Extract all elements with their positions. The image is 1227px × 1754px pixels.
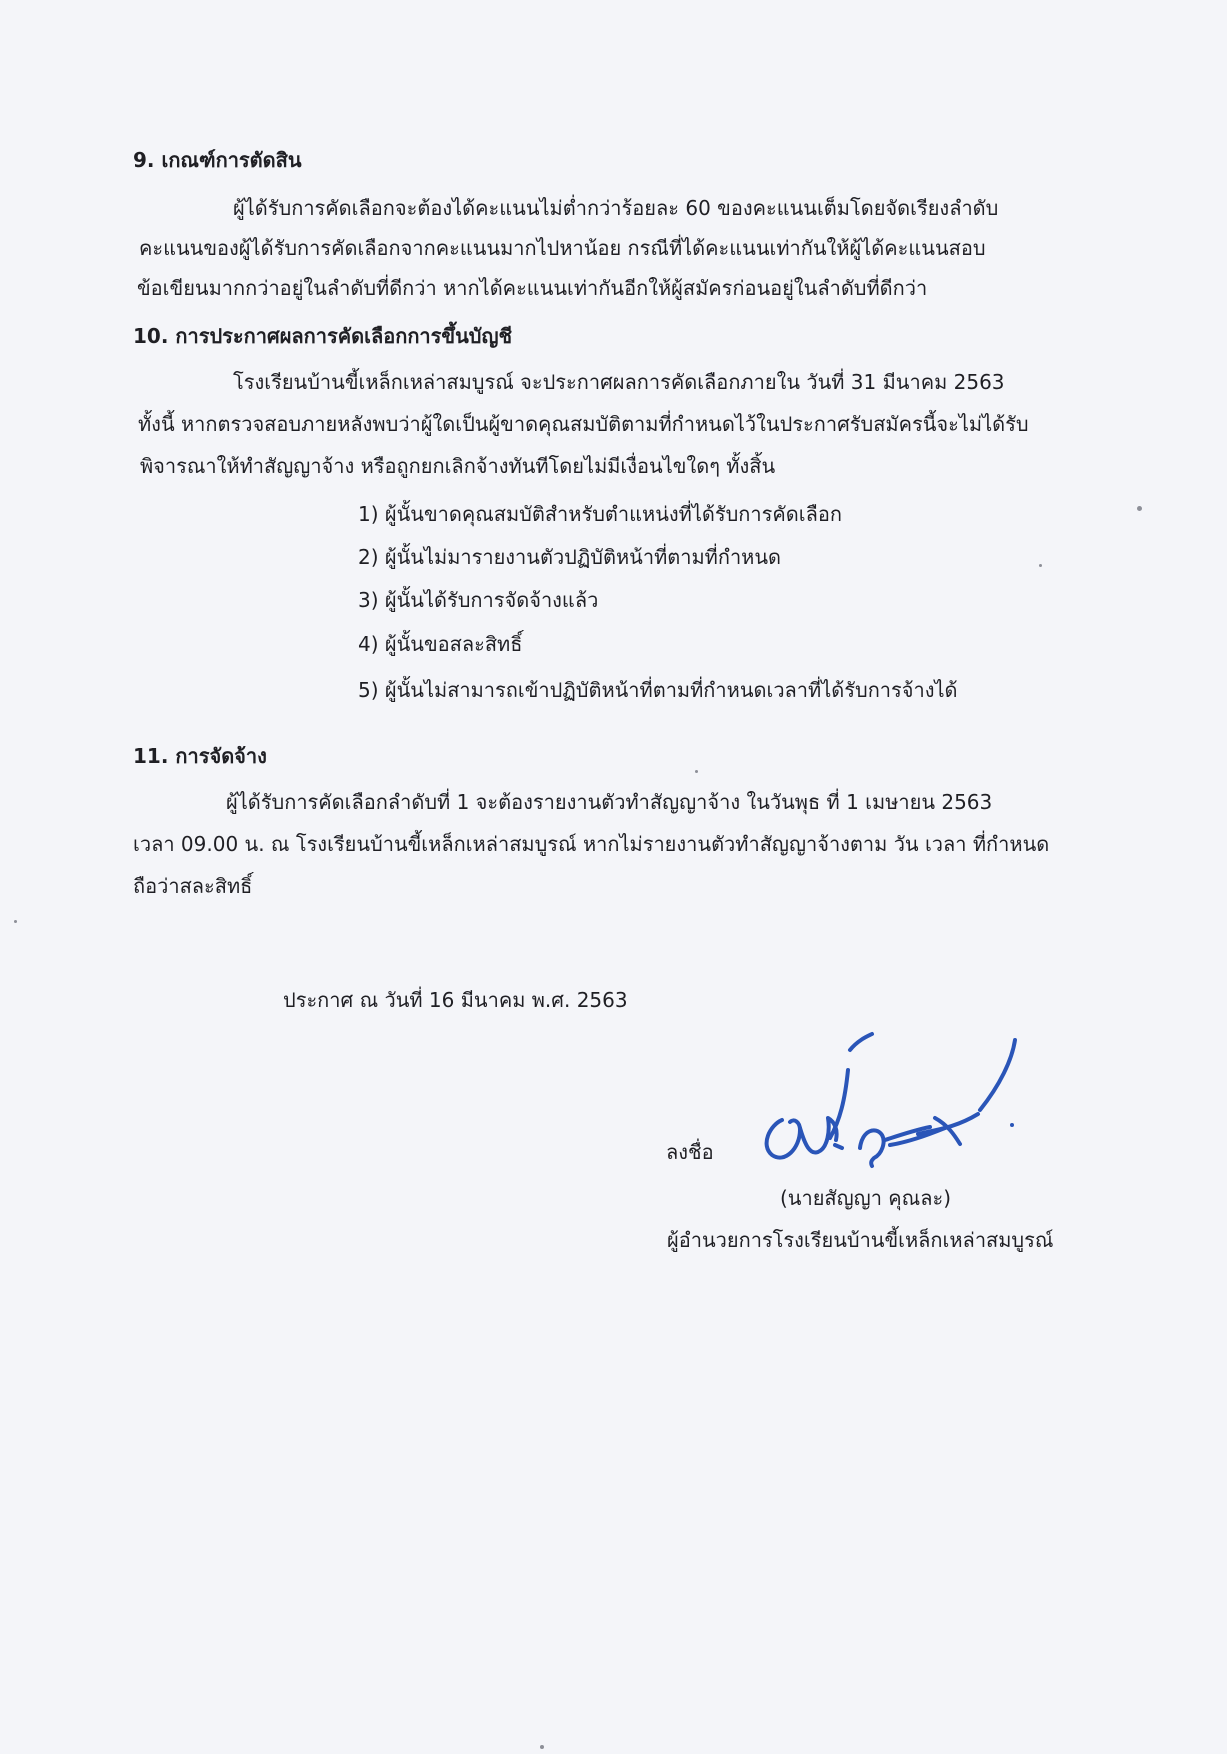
paper-speck	[695, 770, 698, 773]
section-9-line-2: คะแนนของผู้ได้รับการคัดเลือกจากคะแนนมากไปหาน้อย กรณีที่ได้คะแนนเท่ากันให้ผู้ได้คะแนนสอบ	[139, 236, 986, 260]
section-10-line-3: พิจารณาให้ทำสัญญาจ้าง หรือถูกยกเลิกจ้างทันทีโดยไม่มีเงื่อนไขใดๆ ทั้งสิ้น	[140, 454, 776, 478]
announcement-date: ประกาศ ณ วันที่ 16 มีนาคม พ.ศ. 2563	[283, 988, 628, 1012]
section-10-item-4: 4) ผู้นั้นขอสละสิทธิ์	[358, 632, 523, 656]
section-10-item-1: 1) ผู้นั้นขาดคุณสมบัติสำหรับตำแหน่งที่ได้รับการคัดเลือก	[358, 502, 842, 526]
section-9-heading: 9. เกณฑ์การตัดสิน	[133, 148, 302, 172]
section-10-heading: 10. การประกาศผลการคัดเลือกการขึ้นบัญชี	[133, 324, 513, 348]
section-10-item-3: 3) ผู้นั้นได้รับการจัดจ้างแล้ว	[358, 588, 599, 612]
section-11-line-2: เวลา 09.00 น. ณ โรงเรียนบ้านขี้เหล็กเหล่าสมบูรณ์ หากไม่รายงานตัวทำสัญญาจ้างตาม วัน เวลา ที่กำหนด	[133, 832, 1050, 856]
section-11-heading: 11. การจัดจ้าง	[133, 744, 267, 768]
section-9-line-1: ผู้ได้รับการคัดเลือกจะต้องได้คะแนนไม่ต่ำกว่าร้อยละ 60 ของคะแนนเต็มโดยจัดเรียงลำดับ	[233, 196, 999, 220]
section-9-line-3: ข้อเขียนมากกว่าอยู่ในลำดับที่ดีกว่า หากได้คะแนนเท่ากันอีกให้ผู้สมัครก่อนอยู่ในลำดับที่ดีกว่า	[137, 276, 928, 300]
sign-label: ลงชื่อ	[666, 1140, 714, 1164]
signatory-name: (นายสัญญา คุณละ)	[780, 1186, 952, 1210]
signatory-position: ผู้อำนวยการโรงเรียนบ้านขี้เหล็กเหล่าสมบูรณ์	[667, 1228, 1054, 1252]
paper-speck	[540, 1745, 544, 1749]
section-10-item-5: 5) ผู้นั้นไม่สามารถเข้าปฏิบัติหน้าที่ตามที่กำหนดเวลาที่ได้รับการจ้างได้	[358, 678, 958, 702]
paper-speck	[1039, 564, 1042, 567]
section-11-line-3: ถือว่าสละสิทธิ์	[133, 874, 253, 898]
paper-speck	[14, 920, 17, 923]
handwritten-signature	[750, 1030, 1030, 1180]
section-10-line-2: ทั้งนี้ หากตรวจสอบภายหลังพบว่าผู้ใดเป็นผู้ขาดคุณสมบัติตามที่กำหนดไว้ในประกาศรับสมัครนี้จะไม่ได้รับ	[138, 412, 1029, 436]
section-11-line-1: ผู้ได้รับการคัดเลือกลำดับที่ 1 จะต้องรายงานตัวทำสัญญาจ้าง ในวันพุธ ที่ 1 เมษายน 2563	[226, 790, 993, 814]
section-10-item-2: 2) ผู้นั้นไม่มารายงานตัวปฏิบัติหน้าที่ตามที่กำหนด	[358, 545, 782, 569]
section-10-line-1: โรงเรียนบ้านขี้เหล็กเหล่าสมบูรณ์ จะประกาศผลการคัดเลือกภายใน วันที่ 31 มีนาคม 2563	[233, 370, 1005, 394]
paper-speck	[1137, 506, 1142, 511]
